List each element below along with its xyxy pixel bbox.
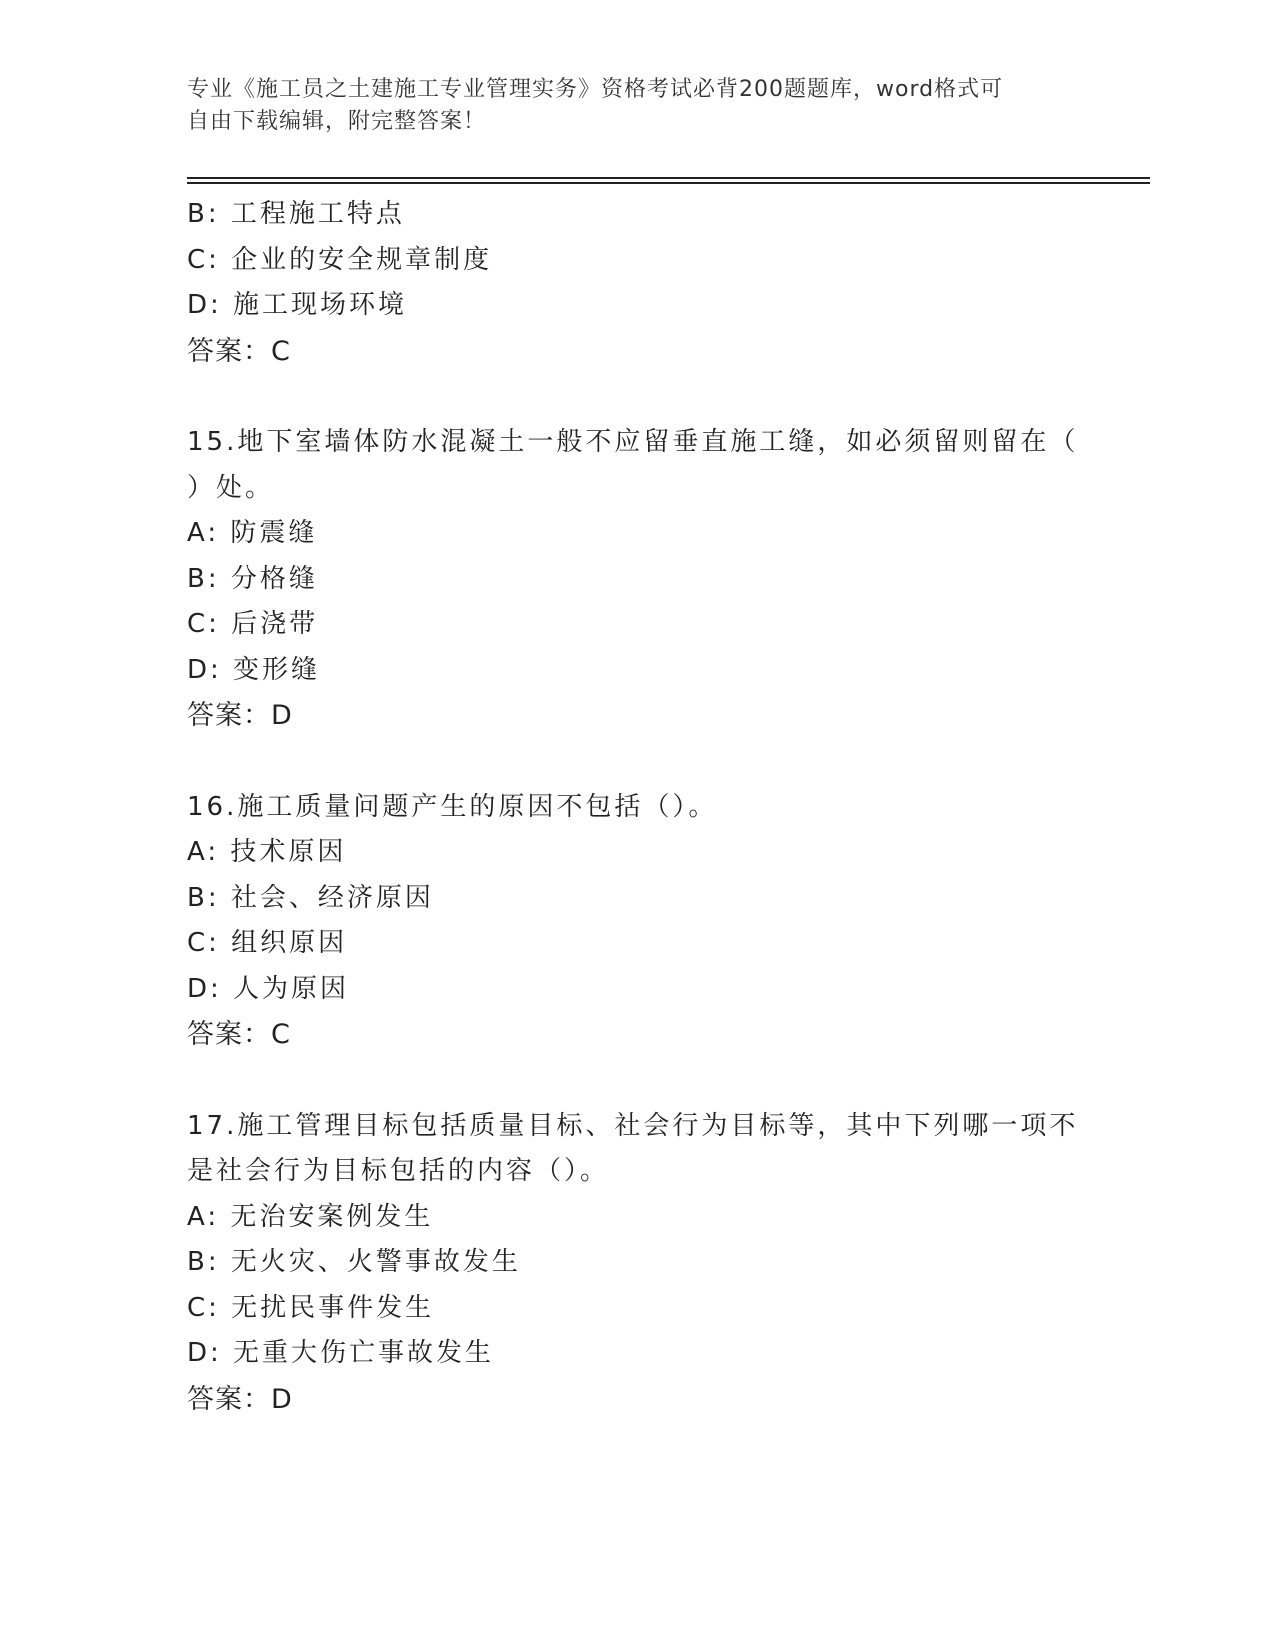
question-stem-line-2: ）处。 [187,472,275,503]
question-stem-line-1: 17.施工管理目标包括质量目标、社会行为目标等，其中下列哪一项不 [187,1110,1079,1141]
question-stem-line-2: 是社会行为目标包括的内容（）。 [187,1156,610,1186]
option-d: D: 施工现场环境 [187,290,408,320]
question-content [187,192,1087,1422]
header-title-line-1: 专业《施工员之土建施工专业管理实务》资格考试必背200题题库，word格式可 [187,77,1004,102]
answer-line: 答案：D [187,700,293,731]
answer-line: 答案：D [187,1383,293,1415]
option-a: A: 防震缝 [187,518,318,548]
option-b: B: 社会、经济原因 [187,882,434,913]
question-stem-line-1: 16.施工质量问题产生的原因不包括（）。 [187,791,718,822]
option-c: C: 组织原因 [187,928,348,958]
document-header [187,74,1087,138]
spacer [187,1058,1087,1104]
option-c: C: 后浇带 [187,609,319,639]
question-15 [187,420,1087,739]
option-d: D: 无重大伤亡事故发生 [187,1338,495,1368]
option-a: A: 技术原因 [187,837,347,867]
answer-line: 答案：C [187,335,291,367]
option-d: D: 人为原因 [187,973,350,1004]
question-17 [187,1104,1087,1423]
question-14-continued [187,192,1087,374]
header-divider-top [187,177,1150,179]
question-stem-line-1: 15.地下室墙体防水混凝土一般不应留垂直施工缝，如必须留则留在（ [187,427,1079,457]
option-c: C: 无扰民事件发生 [187,1292,435,1323]
question-16 [187,785,1087,1058]
option-a: A: 无治安案例发生 [187,1201,434,1232]
option-b: B: 分格缝 [187,563,318,594]
header-divider-bottom [187,182,1150,184]
option-b: B: 工程施工特点 [187,199,405,229]
answer-line: 答案：C [187,1019,291,1050]
header-title-line-2: 自由下载编辑，附完整答案！ [187,109,487,134]
spacer [187,374,1087,420]
option-d: D: 变形缝 [187,654,321,685]
option-c: C: 企业的安全规章制度 [187,244,493,275]
option-b: B: 无火灾、火警事故发生 [187,1247,521,1277]
spacer [187,739,1087,785]
